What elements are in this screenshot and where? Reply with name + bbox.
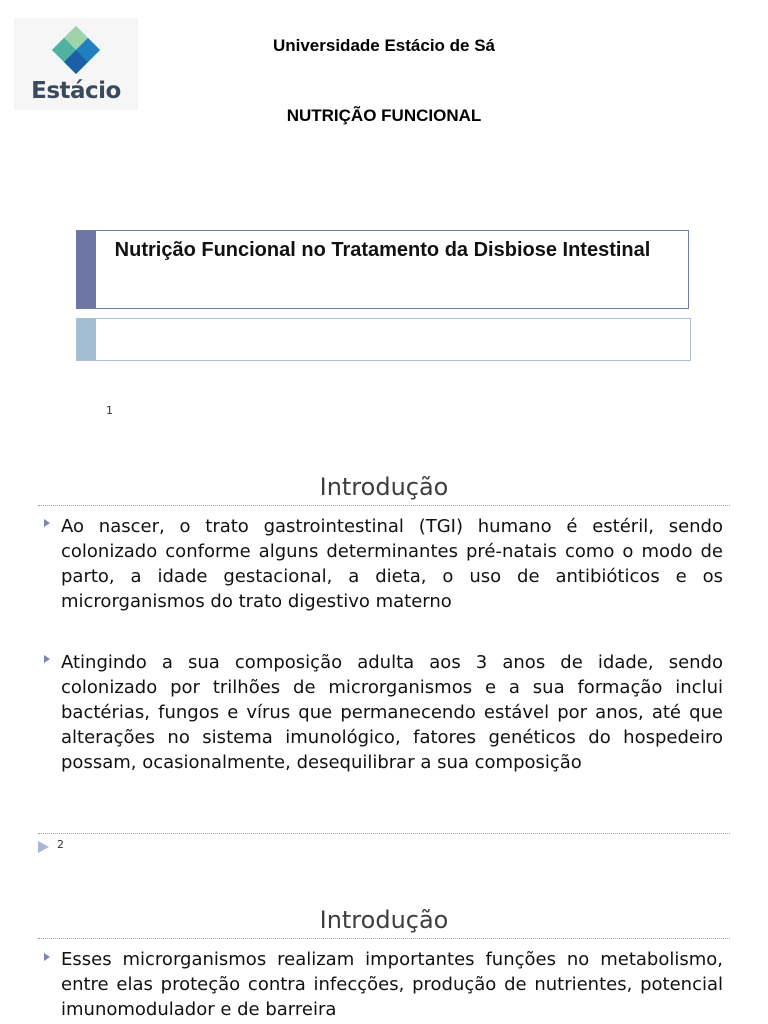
university-name: Universidade Estácio de Sá <box>272 36 496 55</box>
bullet-text: Ao nascer, o trato gastrointestinal (TGI) humano é estéril, sendo colonizado conforme alguns determinantes pré-natais como o modo de parto, a idade gestacional, a dieta, o uso de antibióticos e os microrganismos do trato digestivo materno <box>61 516 723 612</box>
title-divider <box>38 505 730 506</box>
estacio-logo <box>14 18 138 110</box>
section-title: Introdução <box>319 473 449 501</box>
page-number: 2 <box>57 838 64 851</box>
footer-divider <box>38 833 730 834</box>
title-box <box>76 230 689 309</box>
footer-arrow-icon <box>38 838 50 857</box>
course-name: NUTRIÇÃO FUNCIONAL <box>286 106 482 125</box>
title-divider <box>38 938 730 939</box>
bullet-arrow-icon <box>44 519 50 527</box>
presentation-title: Nutrição Funcional no Tratamento da Disbiose Intestinal <box>114 239 651 261</box>
title-accent-bar <box>77 231 96 308</box>
bullet-arrow-icon <box>44 953 50 961</box>
subtitle-box <box>76 318 691 361</box>
subtitle-accent-bar <box>77 319 96 360</box>
page-number: 1 <box>106 404 113 417</box>
bullet-text: Atingindo a sua composição adulta aos 3 anos de idade, sendo colonizado por trilhões de microrganismos e a sua formação inclui bactérias, fungos e vírus que permanecendo estável por anos, até que alterações no sistema imunológico, fatores genéticos do hospedeiro possam, ocasionalmente, desequilibrar a sua composição <box>61 652 723 773</box>
bullet-text: Esses microrganismos realizam importantes funções no metabolismo, entre elas proteção contra infecções, produção de nutrientes, potencial imunomodulador e de barreira <box>61 949 723 1020</box>
section-title: Introdução <box>319 906 449 934</box>
logo-text: Estácio <box>31 78 121 104</box>
bullet-arrow-icon <box>44 655 50 663</box>
